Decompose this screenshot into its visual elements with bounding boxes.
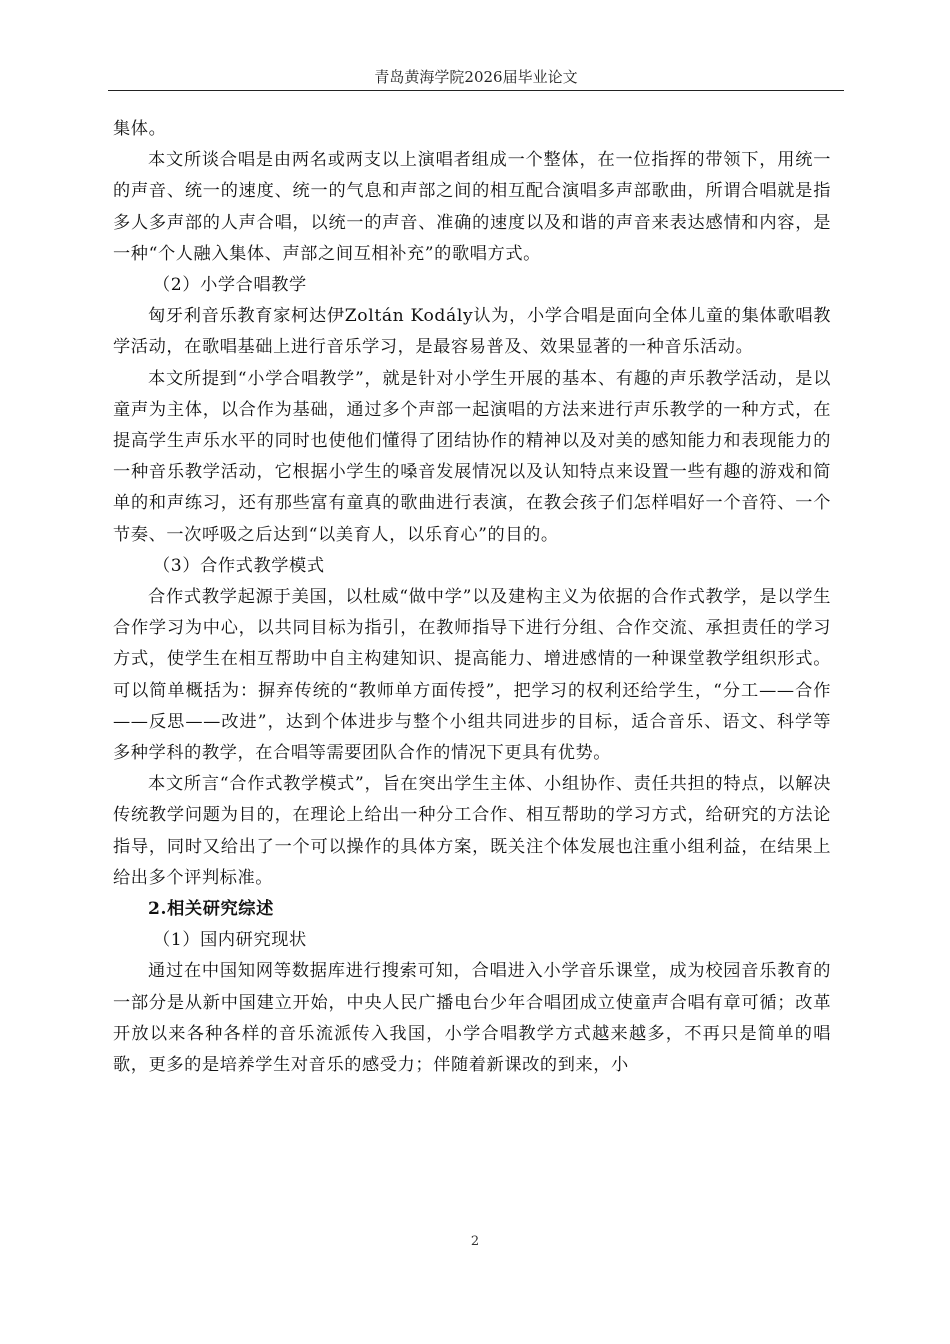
paragraph-chorus-definition: 本文所谈合唱是由两名或两支以上演唱者组成一个整体，在一位指挥的带领下，用统一的声音、统一的速度、统一的气息和声部之间的相互配合演唱多声部歌曲，所谓合唱就是指多人多声部的人声合唱，以统一的声音、准确的速度以及和谐的声音来表达感情和内容，是一种“个人融入集体、声部之间互相补充”的歌唱方式。: [113, 150, 831, 264]
subheading-primary-chorus-teaching: （2）小学合唱教学: [153, 275, 307, 296]
subheading-domestic-research: （1）国内研究现状: [153, 930, 307, 951]
paragraph-primary-chorus-definition: 本文所提到“小学合唱教学”，就是针对小学生开展的基本、有趣的声乐教学活动，是以童声为主体，以合作为基础，通过多个声部一起演唱的方法来进行声乐教学的一种方式，在提高学生声乐水平的同时也使他们懂得了团结协作的精神以及对美的感知能力和表现能力的一种音乐教学活动，它根据小学生的嗓音发展情况以及认知特点来设置一些有趣的游戏和简单的和声练习，还有那些富有童真的歌曲进行表演，在教会孩子们怎样唱好一个音符、一个节奏、一次呼吸之后达到“以美育人，以乐育心”的目的。: [113, 368, 831, 545]
paragraph-cooperative-definition: 本文所言“合作式教学模式”，旨在突出学生主体、小组协作、责任共担的特点，以解决传统教学问题为目的，在理论上给出一种分工合作、相互帮助的学习方式，给研究的方法论指导，同时又给出了一个可以操作的具体方案，既关注个体发展也注重小组利益，在结果上给出多个评判标准。: [113, 774, 831, 888]
paragraph-domestic-research: 通过在中国知网等数据库进行搜索可知，合唱进入小学音乐课堂，成为校园音乐教育的一部分是从新中国建立开始，中央人民广播电台少年合唱团成立使童声合唱有章可循；改革开放以来各种各样的音乐流派传入我国，小学合唱教学方式越来越多，不再只是简单的唱歌，更多的是培养学生对音乐的感受力；伴随着新课改的到来，小: [113, 961, 831, 1076]
page-header-title: 青岛黄海学院2026届毕业论文: [374, 68, 578, 86]
header-divider: [108, 90, 844, 91]
paper-body: [113, 114, 831, 1081]
paragraph-cooperative-origin: 合作式教学起源于美国，以杜威“做中学”以及建构主义为依据的合作式教学，是以学生合作学习为中心，以共同目标为指引，在教师指导下进行分组、合作交流、承担责任的学习方式，使学生在相互帮助中自主构建知识、提高能力、增进感情的一种课堂教学组织形式。可以简单概括为：摒弃传统的“教师单方面传授”，把学习的权利还给学生，“分工——合作——反思——改进”，达到个体进步与整个小组共同进步的目标，适合音乐、语文、科学等多种学科的教学，在合唱等需要团队合作的情况下更具有优势。: [113, 587, 831, 764]
section-heading-related-research: 2.相关研究综述: [148, 899, 274, 920]
paragraph-kodaly: 匈牙利音乐教育家柯达伊Zoltán Kodály认为，小学合唱是面向全体儿童的集体歌唱教学活动，在歌唱基础上进行音乐学习，是最容易普及、效果显著的一种音乐活动。: [113, 306, 831, 358]
subheading-cooperative-teaching: （3）合作式教学模式: [153, 555, 325, 576]
page-number: 2: [470, 1234, 480, 1249]
paragraph-continuation: 集体。: [113, 119, 167, 139]
